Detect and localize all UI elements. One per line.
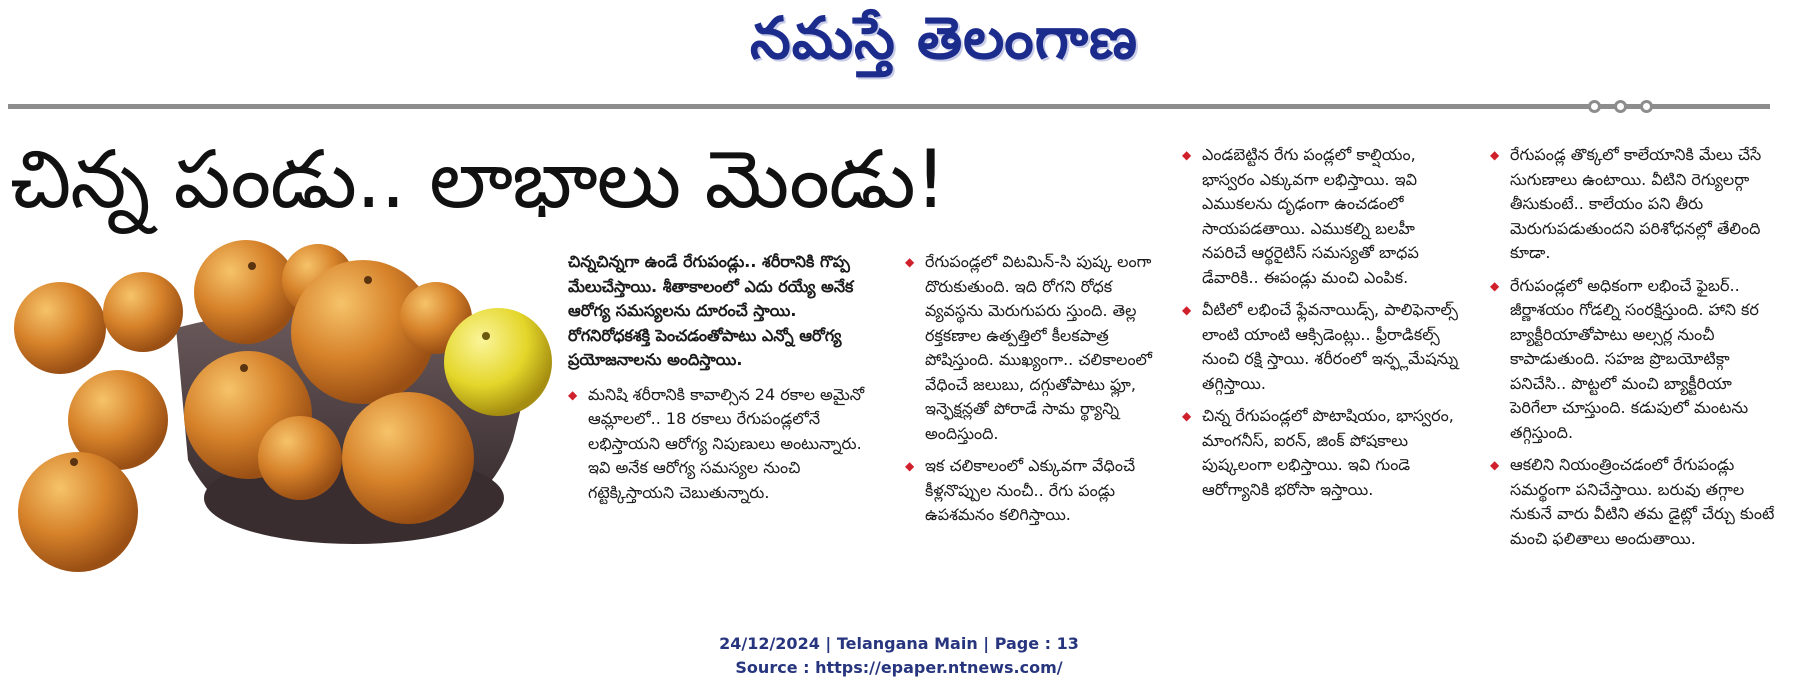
newspaper-logo: నమస్తే తెలంగాణ (750, 4, 1138, 72)
column-2-item-2: ◆ ఇక చలికాలంలో ఎక్కువగా వేధించే కీళ్లనొప్పుల నుంచీ.. రేగు పండ్లు ఉపశమనం కలిగిస్తాయి. (905, 454, 1160, 528)
article-column-1 (568, 250, 868, 513)
column-4-item-3: ◆ ఆకలిని నియంత్రించడంలో రేగుపండ్లు సమర్థంగా పనిచేస్తాయి. బరువు తగ్గాల నుకునే వారు వీటిని తమ డైట్లో చేర్చు కుంటే మంచి ఫలితాలు అందుతాయి. (1490, 453, 1780, 551)
column-2-item-1: ◆ రేగుపండ్లలో విటమిన్-సి పుష్క లంగా దొరుకుతుంది. ఇది రోగని రోధక వ్యవస్థను మెరుగుపరు స్తుంది. తెల్ల రక్తకణాల ఉత్పత్తిలో కీలకపాత్ర పోషిస్తుంది. ముఖ్యంగా.. చలికాలంలో వేధించే జలుబు, దగ్గుతోపాటు ఫ్లూ, ఇన్ఫెక్షన్లతో పోరాడే సామ ర్థ్యాన్ని అందిస్తుంది. (905, 250, 1160, 446)
column-3-item-1: ◆ ఎండబెట్టిన రేగు పండ్లలో కాల్షియం, భాస్వరం ఎక్కువగా లభిస్తాయి. ఇవి ఎముకలను దృఢంగా ఉంచడంలో సాయపడతాయి. ఎముకల్ని బలహీ నపరిచే ఆర్థరైటిస్ సమస్యతో బాధప డేవారికి.. ఈపండ్లు మంచి ఎంపిక. (1182, 143, 1464, 290)
jujube-fruit-photo (8, 240, 553, 590)
rule-ornament (1588, 100, 1668, 114)
article-column-4 (1490, 143, 1780, 559)
article-headline: చిన్న పండు.. లాభాలు మెండు! (10, 133, 946, 226)
column-3-item-3: ◆ చిన్న రేగుపండ్లలో పొటాషియం, భాస్వరం, మాంగనీస్, ఐరన్, జింక్ పోషకాలు పుష్కలంగా లభిస్తాయి. ఇవి గుండె ఆరోగ్యానికి భరోసా ఇస్తాయి. (1182, 404, 1464, 502)
masthead (0, 0, 1798, 92)
footer (0, 632, 1798, 680)
article-intro: చిన్నచిన్నగా ఉండే రేగుపండ్లు.. శరీరానికి గొప్ప మేలుచేస్తాయి. శీతాకాలంలో ఎదు రయ్యే అనేక ఆరోగ్య సమస్యలను దూరంచే స్తాయి. రోగనిరోధకశక్తి పెంచడంతోపాటు ఎన్నో ఆరోగ్య ప్రయోజనాలను అందిస్తాయి. (568, 252, 854, 369)
header-rule (8, 104, 1770, 109)
column-1-item-1: ◆ మనిషి శరీరానికి కావాల్సిన 24 రకాల అమైనో ఆమ్లాలలో.. 18 రకాలు రేగుపండ్లలోనే లభిస్తాయని ఆరోగ్య నిపుణులు అంటున్నారు. ఇవి అనేక ఆరోగ్య సమస్యల నుంచి గట్టెక్కిస్తాయని చెబుతున్నారు. (568, 383, 868, 506)
article-column-2 (905, 250, 1160, 536)
column-4-item-2: ◆ రేగుపండ్లలో అధికంగా లభించే ఫైబర్.. జీర్ణాశయం గోడల్ని సంరక్షిస్తుంది. హాని కర బ్యాక్టీరియాతోపాటు అల్సర్ల నుంచీ కాపాడుతుంది. సహజ ప్రొబయోటిక్గా పనిచేసి.. పొట్టలో మంచి బ్యాక్టీరియా పెరిగేలా చూస్తుంది. కడుపులో మంటను తగ్గిస్తుంది. (1490, 274, 1780, 446)
column-4-item-1: ◆ రేగుపండ్ల తొక్కలో కాలేయానికి మేలు చేసే సుగుణాలు ఉంటాయి. వీటిని రెగ్యులర్గా తీసుకుంటే.. కాలేయం పని తీరు మెరుగుపడుతుందని పరిశోధనల్లో తేలింది కూడా. (1490, 143, 1780, 266)
footer-date-line: 24/12/2024 | Telangana Main | Page : 13 (719, 634, 1079, 653)
column-3-item-2: ◆ వీటిలో లభించే ఫ్లేవనాయిడ్స్, పాలిఫెనాల్స్ లాంటి యాంటి ఆక్సిడెంట్లు.. ఫ్రీరాడికల్స్ నుంచి రక్షి స్తాయి. శరీరంలో ఇన్ఫ్లమేషన్ను తగ్గిస్తాయి. (1182, 298, 1464, 396)
article-column-3 (1182, 143, 1464, 510)
footer-source-line: Source : https://epaper.ntnews.com/ (735, 658, 1063, 677)
